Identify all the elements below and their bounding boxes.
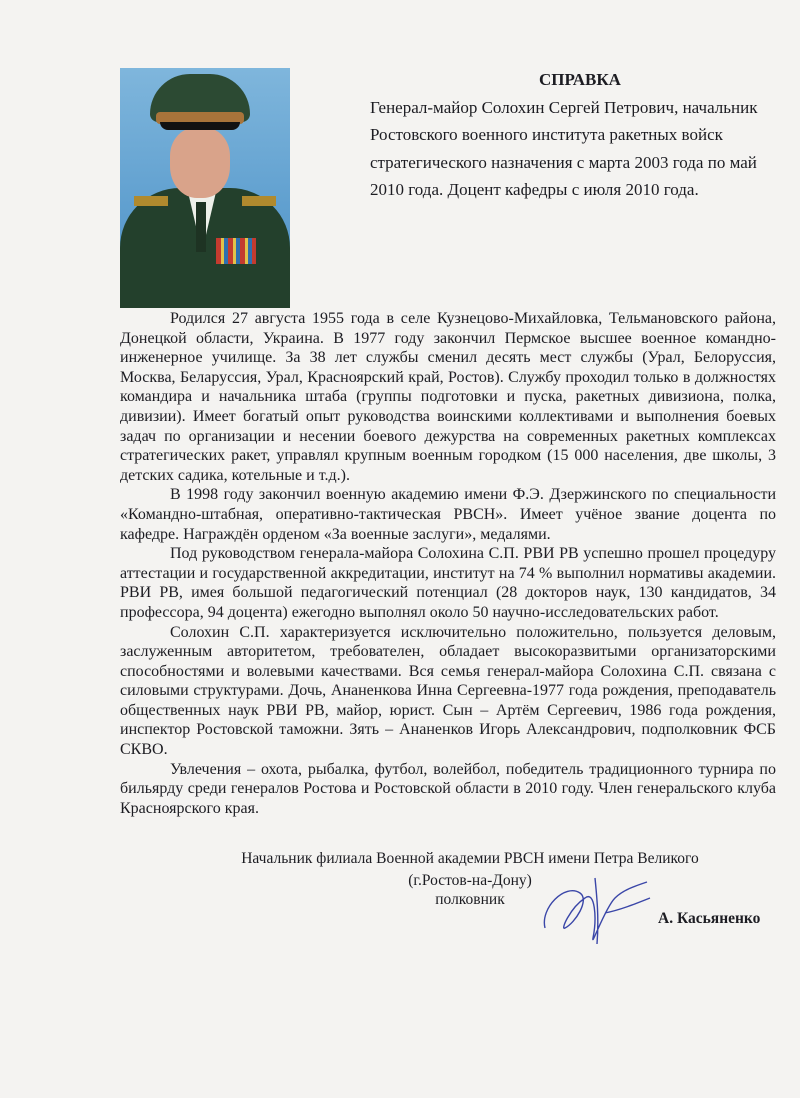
document-body [120,309,776,818]
portrait-photo [120,68,290,308]
signer-position: Начальник филиала Военной академии РВСН имени Петра Великого [241,850,699,867]
paragraph-biography: Родился 27 августа 1955 года в селе Кузнецово-Михайловка, Тельмановского района, Донецкой области, Украина. В 1977 году закончил Пермское высшее военное командно-инженерное училище. За 38 лет службы сменил десять мест службы (Урал, Белоруссия, Москва, Беларуссия, Урал, Красноярский край, Ростов). Службу проходил только в должностях командира и начальника штаба (группы подготовки и пуска, ракетных дивизиона, полка, дивизии). Имеет богатый опыт руководства воинскими коллективами и выполнения боевых задач по организации и несении боевого дежурства на современных ракетных комплексах стратегических ракет, управлял крупным военным городком (15 000 населения, две школы, 3 детских садика, котельные и т.д.). [120,310,776,484]
signer-location: (г.Ростов-на-Дону) [408,872,532,889]
medals [216,238,256,264]
signer-rank: полковник [435,891,505,908]
paragraph-institute: Под руководством генерала-майора Солохина С.П. РВИ РВ успешно прошел процедуру аттестации и государственной аккредитации, институт на 74 % выполнил нормативы академии. РВИ РВ, имея большой педагогический потенциал (28 докторов наук, 130 кандидатов, 34 профессора, 94 доцента) ежегодно выполнял около 50 научно-исследовательских работ. [120,545,776,621]
paragraph-hobbies: Увлечения – охота, рыбалка, футбол, волейбол, победитель традиционного турнира по бильярду среди генералов Ростова и Ростовской области в 2010 году. Член генеральского клуба Красноярского края. [120,760,776,817]
handwritten-signature [535,868,655,950]
document-header [370,66,780,204]
document-title: СПРАВКА [539,70,621,89]
paragraph-characteristics: Солохин С.П. характеризуется исключительно положительно, пользуется деловым, заслуженным авторитетом, требователен, обладает высокоразвитыми организаторскими способностями и волевыми качествами. Вся семья генерал-майора Солохина С.П. связана с силовыми структурами. Дочь, Ананенкова Инна Сергеевна-1977 года рождения, преподаватель общественных наук РВИ РВ, майор, юрист. Сын – Артём Сергеевич, 1986 года рождения, инспектор Ростовской таможни. Зять – Ананенков Игорь Александрович, подполковник ФСБ СКВО. [120,623,776,759]
signer-name: А. Касьяненко [658,910,761,927]
paragraph-education: В 1998 году закончил военную академию имени Ф.Э. Дзержинского по специальности «Командно-штабная, оперативно-тактическая РВСН». Имеет учёное звание доцента по кафедре. Награждён орденом «За военные заслуги», медалями. [120,486,776,543]
intro-text: Генерал-майор Солохин Сергей Петрович, начальник Ростовского военного института ракетных войск стратегического назначения с марта 2003 года по май 2010 года. Доцент кафедры с июля 2010 года. [370,97,758,199]
